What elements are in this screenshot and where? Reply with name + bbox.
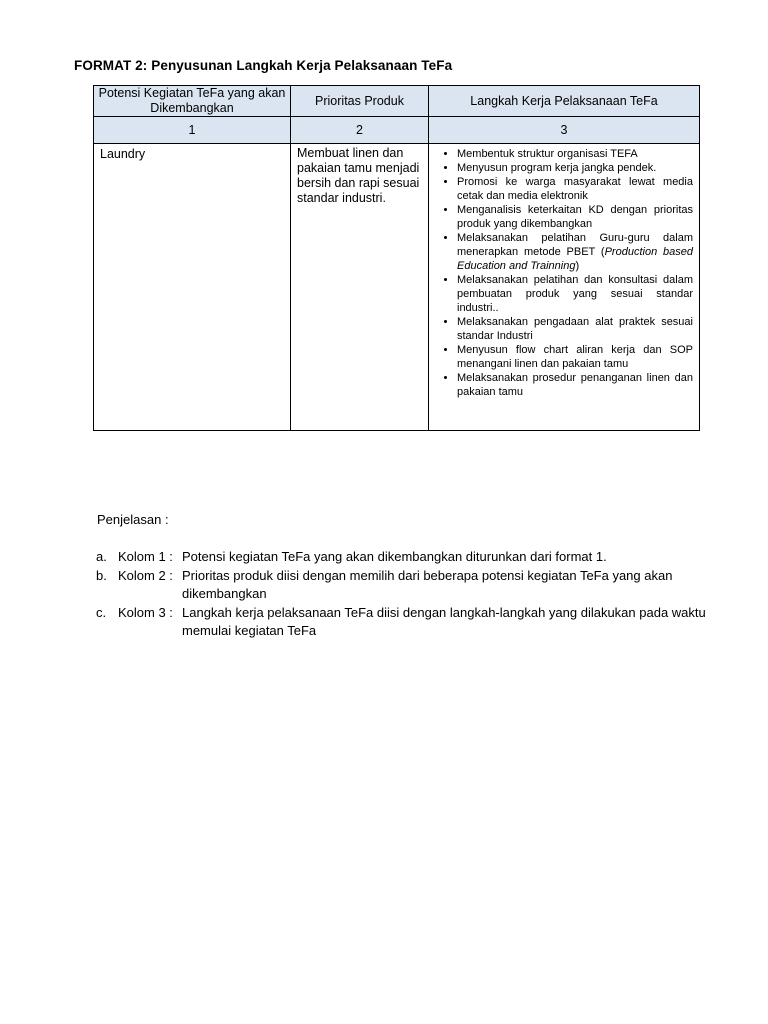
list-item: • Menyusun program kerja jangka pendek. bbox=[457, 161, 693, 175]
step-italic-text: Production based Education and Trainning bbox=[457, 246, 694, 272]
list-item: • Menganalisis keterkaitan KD dengan prioritas produk yang dikembangkan bbox=[457, 203, 693, 231]
explanation-heading: Penjelasan : bbox=[97, 512, 169, 527]
table-number-row bbox=[94, 117, 700, 144]
cell-langkah bbox=[429, 144, 700, 431]
list-item: • Membentuk struktur organisasi TEFA bbox=[457, 147, 693, 161]
note-column: Kolom 2 : bbox=[118, 567, 173, 583]
list-item bbox=[96, 604, 736, 641]
header-prioritas: Prioritas Produk bbox=[291, 86, 429, 117]
column-number-2: 2 bbox=[291, 117, 429, 144]
cell-prioritas bbox=[291, 144, 429, 431]
column-number-1: 1 bbox=[94, 117, 291, 144]
step-text-end: ) bbox=[575, 260, 580, 272]
steps-list bbox=[429, 144, 699, 399]
header-langkah: Langkah Kerja Pelaksanaan TeFa bbox=[429, 86, 700, 117]
header-potensi: Potensi Kegiatan TeFa yang akan Dikembangkan bbox=[94, 86, 291, 117]
note-text: Prioritas produk diisi dengan memilih dari beberapa potensi kegiatan TeFa yang akan dikembangkan bbox=[182, 567, 673, 601]
table-header-row bbox=[94, 86, 700, 117]
prioritas-text: Membuat linen dan pakaian tamu menjadi bersih dan rapi sesuai standar industri. bbox=[297, 146, 420, 205]
format-table bbox=[93, 85, 700, 431]
list-item: • Melaksanakan pengadaan alat praktek sesuai standar Industri bbox=[457, 315, 693, 343]
note-text: Potensi kegiatan TeFa yang akan dikembangkan diturunkan dari format 1. bbox=[182, 549, 607, 564]
note-letter: a. bbox=[96, 549, 107, 564]
list-item: • Promosi ke warga masyarakat lewat media cetak dan media elektronik bbox=[457, 175, 693, 203]
cell-potensi bbox=[94, 144, 291, 431]
list-item: • Menyusun flow chart aliran kerja dan SOP menangani linen dan pakaian tamu bbox=[457, 343, 693, 371]
list-item bbox=[96, 567, 736, 604]
list-item: • Melaksanakan pelatihan dan konsultasi dalam pembuatan produk yang sesuai standar industri.. bbox=[457, 273, 693, 315]
table-row bbox=[94, 144, 700, 431]
list-item bbox=[457, 231, 693, 273]
explanation-list bbox=[96, 548, 736, 641]
page-title: FORMAT 2: Penyusunan Langkah Kerja Pelaksanaan TeFa bbox=[74, 58, 453, 73]
list-item bbox=[96, 548, 736, 567]
note-column: Kolom 1 : bbox=[118, 549, 173, 564]
potensi-text: Laundry bbox=[100, 147, 146, 161]
note-letter: c. bbox=[96, 604, 107, 620]
list-item: • Melaksanakan prosedur penanganan linen dan pakaian tamu bbox=[457, 371, 693, 399]
note-column: Kolom 3 : bbox=[118, 604, 173, 620]
note-text: Langkah kerja pelaksanaan TeFa diisi dengan langkah-langkah yang dilakukan pada waktu memulai kegiatan TeFa bbox=[182, 604, 706, 638]
note-letter: b. bbox=[96, 567, 107, 583]
column-number-3: 3 bbox=[429, 117, 700, 144]
step-text: Melaksanakan pelatihan Guru-guru dalam menerapkan metode PBET ( bbox=[457, 232, 693, 258]
